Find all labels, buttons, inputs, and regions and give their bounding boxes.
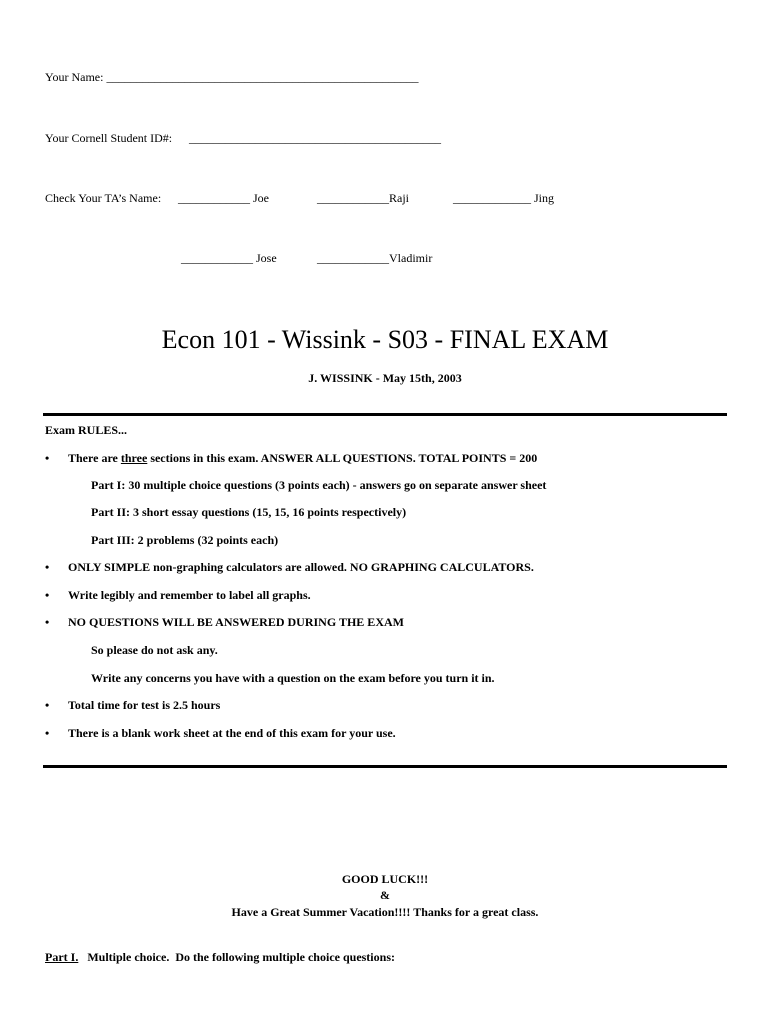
rules-heading: Exam RULES... <box>45 423 128 437</box>
rule-sections <box>68 451 537 466</box>
rule-sections-emphasis: three <box>120 451 148 465</box>
exam-subtitle: J. WISSINK - May 15th, 2003 <box>308 371 462 385</box>
ta-option-vladimir: ____________Vladimir <box>317 251 433 265</box>
rule-sections-suffix: sections in this exam. ANSWER ALL QUESTIONS. TOTAL POINTS = 200 <box>147 451 538 465</box>
rule-no-questions-sub1: So please do not ask any. <box>91 643 218 657</box>
bullet-icon: • <box>45 726 50 740</box>
rule-part2: Part II: 3 short essay questions (15, 15, 16 points respectively) <box>91 505 407 519</box>
rule-no-questions-sub2: Write any concerns you have with a question on the exam before you turn it in. <box>91 671 495 685</box>
top-divider <box>43 413 727 416</box>
ta-option-jose: ____________ Jose <box>181 251 277 265</box>
rule-legibility: Write legibly and remember to label all graphs. <box>68 588 311 602</box>
rule-no-questions: NO QUESTIONS WILL BE ANSWERED DURING THE EXAM <box>68 615 404 629</box>
summer-message: Have a Great Summer Vacation!!!! Thanks for a great class. <box>231 905 539 919</box>
bullet-icon: • <box>45 615 50 629</box>
part1-text: Multiple choice. Do the following multiple choice questions: <box>78 950 395 964</box>
rule-part3: Part III: 2 problems (32 points each) <box>91 533 279 547</box>
ta-option-jing: _____________ Jing <box>453 191 555 205</box>
rule-part1: Part I: 30 multiple choice questions (3 points each) - answers go on separate answer sheet <box>91 478 547 492</box>
part1-label: Part I. <box>45 950 79 964</box>
ta-option-raji: ____________Raji <box>317 191 409 205</box>
bullet-icon: • <box>45 451 50 465</box>
exam-title: Econ 101 - Wissink - S03 - FINAL EXAM <box>161 325 609 354</box>
good-luck: GOOD LUCK!!! <box>341 872 429 886</box>
student-id-line: __________________________________________ <box>189 131 441 145</box>
bullet-icon: • <box>45 560 50 574</box>
name-field-label: Your Name: ____________________________________________________ <box>45 70 419 84</box>
rule-calculators: ONLY SIMPLE non-graphing calculators are allowed. NO GRAPHING CALCULATORS. <box>68 560 534 574</box>
part1-intro <box>45 950 395 965</box>
ampersand: & <box>380 888 390 902</box>
ta-option-joe: ____________ Joe <box>178 191 269 205</box>
bottom-divider <box>43 765 727 768</box>
bullet-icon: • <box>45 698 50 712</box>
student-id-label: Your Cornell Student ID#: <box>45 131 173 145</box>
bullet-icon: • <box>45 588 50 602</box>
ta-name-label: Check Your TA’s Name: <box>45 191 162 205</box>
rule-time: Total time for test is 2.5 hours <box>68 698 221 712</box>
rule-sections-prefix: There are <box>68 451 121 465</box>
rule-worksheet: There is a blank work sheet at the end of this exam for your use. <box>68 726 396 740</box>
